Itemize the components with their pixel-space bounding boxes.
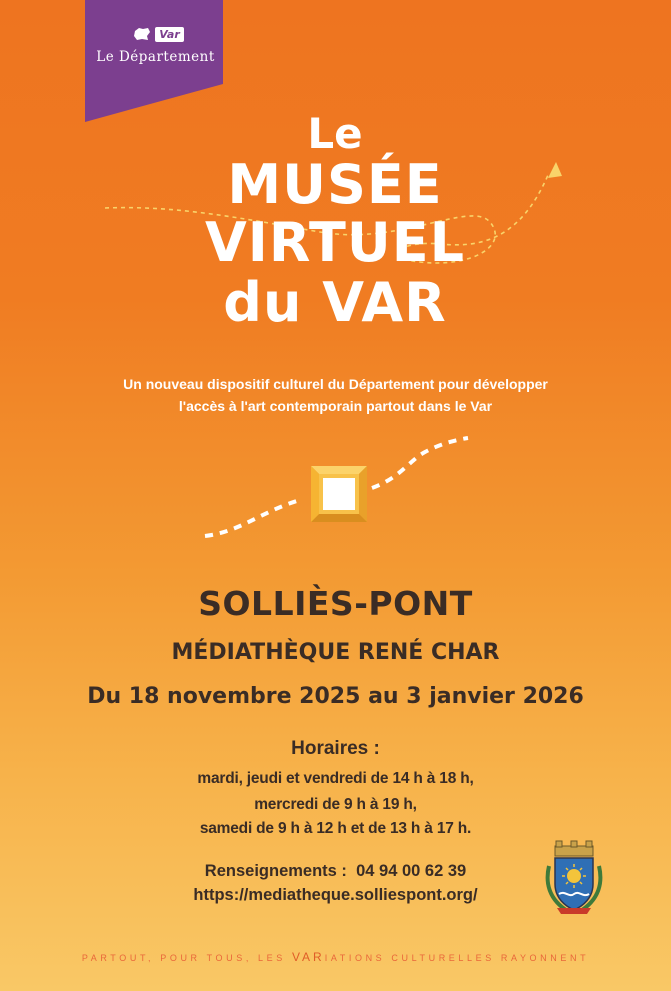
var-mark [133, 27, 184, 42]
info-label: Renseignements : [204, 862, 347, 880]
venue-name: MÉDIATHÈQUE RENÉ CHAR [171, 640, 500, 665]
title-line-musee: MUSÉE [227, 153, 443, 216]
title-line-du-var: du VAR [223, 271, 447, 334]
title-line-virtuel: VIRTUEL [204, 211, 466, 274]
town-crest-icon [543, 838, 605, 918]
city-name: SOLLIÈS-PONT [198, 584, 473, 623]
footer-highlight: VAR [291, 950, 325, 964]
website-link[interactable]: https://mediatheque.solliespont.org/ [193, 886, 478, 904]
footer-slogan [0, 950, 671, 964]
footer-part-2: IATIONS CULTURELLES RAYONNENT [324, 953, 590, 963]
var-map-icon [133, 27, 151, 41]
hours-title: Horaires : [291, 738, 380, 759]
hours-line-1: mardi, jeudi et vendredi de 14 h à 18 h, [197, 770, 474, 787]
footer-part-1: PARTOUT, POUR TOUS, LES [81, 953, 292, 963]
phone-number: 04 94 00 62 39 [356, 862, 467, 880]
hours-line-2: mercredi de 9 h à 19 h, [254, 796, 417, 813]
subtitle-line-1: Un nouveau dispositif culturel du Département pour développer [123, 376, 548, 392]
department-label: Le Département [96, 49, 215, 65]
picture-frame-icon [311, 466, 367, 522]
museum-title [140, 109, 530, 334]
subtitle [60, 373, 611, 417]
title-line-le: Le [307, 109, 363, 158]
event-dates: Du 18 novembre 2025 au 3 janvier 2026 [87, 684, 584, 709]
var-label: Var [155, 27, 184, 42]
department-logo [88, 26, 223, 78]
subtitle-line-2: l'accès à l'art contemporain partout dans le Var [178, 398, 493, 414]
hours-line-3: samedi de 9 h à 12 h et de 13 h à 17 h. [199, 820, 472, 837]
